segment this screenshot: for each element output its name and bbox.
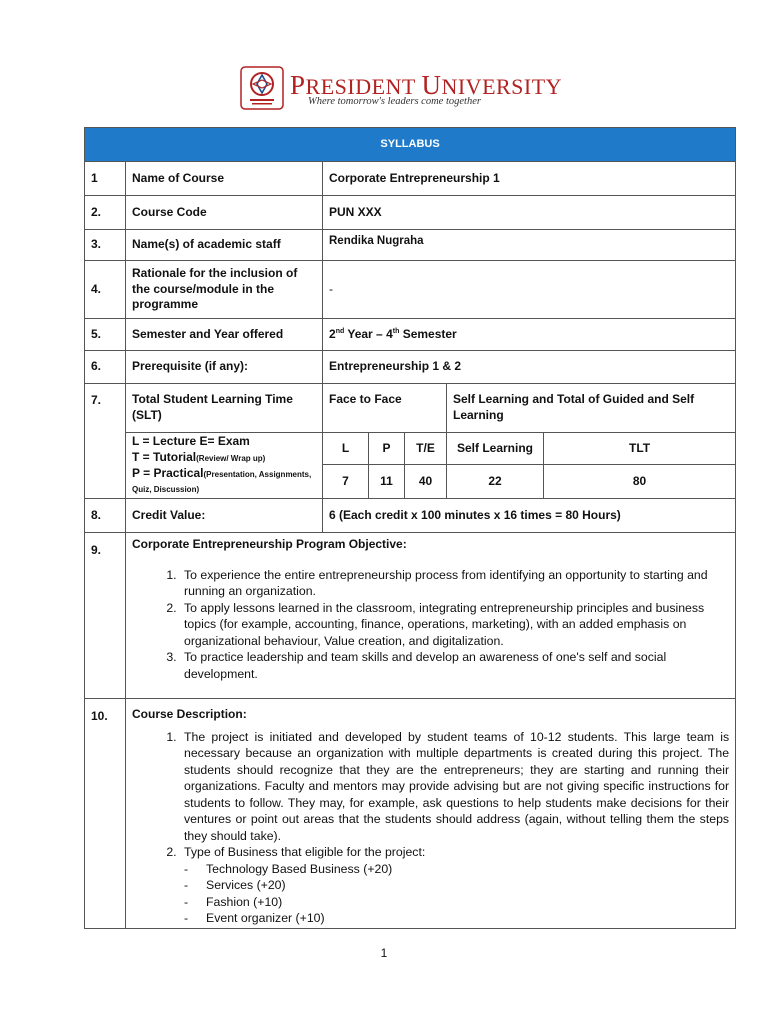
row-program-objective bbox=[85, 533, 736, 699]
row-slt-columns bbox=[85, 433, 736, 465]
row-number: 6. bbox=[85, 351, 126, 384]
description-cell bbox=[126, 699, 736, 929]
university-tagline: Where tomorrow's leaders come together bbox=[308, 96, 481, 107]
col-header-l: L bbox=[323, 433, 369, 465]
syllabus-title: SYLLABUS bbox=[85, 128, 736, 162]
row-academic-staff bbox=[85, 230, 736, 261]
slt-legend: L = Lecture E= Exam T = Tutorial(Review/ Wrap up) P = Practical(Presentation, Assignments, Quiz, Discussion) bbox=[126, 433, 323, 499]
value-tlt: 80 bbox=[544, 465, 736, 499]
row-value: 2nd Year – 4th Semester bbox=[323, 319, 736, 351]
col-header-p: P bbox=[369, 433, 405, 465]
col-header-te: T/E bbox=[405, 433, 447, 465]
row-number: 3. bbox=[85, 230, 126, 261]
value-te: 40 bbox=[405, 465, 447, 499]
row-label: Rationale for the inclusion of the course/module in the programme bbox=[126, 261, 323, 319]
self-learning-total-header: Self Learning and Total of Guided and Self Learning bbox=[447, 384, 736, 433]
row-label: Total Student Learning Time (SLT) bbox=[126, 384, 323, 433]
row-number: 8. bbox=[85, 499, 126, 533]
list-item: - Event organizer (+10) bbox=[184, 910, 729, 927]
business-type-list bbox=[184, 861, 729, 927]
list-item: 2. Type of Business that eligible for the project: - Technology Based Business (+20) - Services (+20) - Fashion (+10) - Event organizer (+10) bbox=[180, 844, 729, 927]
row-value: Rendika Nugraha bbox=[323, 230, 736, 261]
row-slt-header bbox=[85, 384, 736, 433]
university-logo bbox=[240, 66, 563, 110]
objective-title: Corporate Entrepreneurship Program Objective: bbox=[132, 537, 407, 551]
col-header-self-learning: Self Learning bbox=[447, 433, 544, 465]
row-number: 7. bbox=[85, 384, 126, 499]
row-value: Entrepreneurship 1 & 2 bbox=[323, 351, 736, 384]
row-number: 5. bbox=[85, 319, 126, 351]
list-item: - Fashion (+10) bbox=[184, 894, 729, 911]
list-item: 2. To apply lessons learned in the classroom, integrating entrepreneurship principles and business topics (for example, accounting, finance, operations, marketing), with an added emphasis on organizational behaviour, Value creation, and digitalization. bbox=[180, 600, 729, 650]
row-prerequisite bbox=[85, 351, 736, 384]
row-number: 2. bbox=[85, 196, 126, 230]
description-title: Course Description: bbox=[132, 707, 247, 721]
row-value: - bbox=[323, 261, 736, 319]
row-value: 6 (Each credit x 100 minutes x 16 times = 80 Hours) bbox=[323, 499, 736, 533]
col-header-tlt: TLT bbox=[544, 433, 736, 465]
row-label: Semester and Year offered bbox=[126, 319, 323, 351]
list-item: 3. To practice leadership and team skills and develop an awareness of one's self and social development. bbox=[180, 649, 729, 682]
list-item: 1. The project is initiated and developed by student teams of 10-12 students. This large team is necessary because an organization with multiple departments is created during this project. The students should recognize that they are the entrepreneurs; they are starting and running their organizations. Faculty and mentors may provide advising but are not giving specific instructions for students to follow. They may, for example, ask questions to help students make decisions for their ventures or point out areas that the students should address (again, without telling them the steps they should take). bbox=[180, 729, 729, 845]
row-label: Prerequisite (if any): bbox=[126, 351, 323, 384]
list-item: - Services (+20) bbox=[184, 877, 729, 894]
syllabus-header-row bbox=[85, 128, 736, 162]
row-number: 9. bbox=[85, 533, 126, 699]
objective-cell bbox=[126, 533, 736, 699]
syllabus-table bbox=[84, 127, 736, 929]
row-number: 10. bbox=[85, 699, 126, 929]
row-rationale bbox=[85, 261, 736, 319]
row-label: Course Code bbox=[126, 196, 323, 230]
value-self-learning: 22 bbox=[447, 465, 544, 499]
row-label: Credit Value: bbox=[126, 499, 323, 533]
row-value: PUN XXX bbox=[323, 196, 736, 230]
page-number: 1 bbox=[380, 946, 388, 960]
row-label: Name of Course bbox=[126, 162, 323, 196]
face-to-face-header: Face to Face bbox=[323, 384, 447, 433]
row-number: 1 bbox=[85, 162, 126, 196]
row-value: Corporate Entrepreneurship 1 bbox=[323, 162, 736, 196]
row-credit-value bbox=[85, 499, 736, 533]
row-course-description bbox=[85, 699, 736, 929]
value-p: 11 bbox=[369, 465, 405, 499]
row-number: 4. bbox=[85, 261, 126, 319]
list-item: 1. To experience the entire entrepreneurship process from identifying an opportunity to starting and running an organization. bbox=[180, 567, 729, 600]
row-course-code bbox=[85, 196, 736, 230]
row-course-name bbox=[85, 162, 736, 196]
university-emblem-icon bbox=[240, 66, 284, 110]
row-semester bbox=[85, 319, 736, 351]
list-item: - Technology Based Business (+20) bbox=[184, 861, 729, 878]
university-name: PRESIDENT UNIVERSITY bbox=[290, 70, 563, 100]
description-list bbox=[132, 729, 729, 927]
objective-list bbox=[132, 567, 729, 683]
row-label: Name(s) of academic staff bbox=[126, 230, 323, 261]
value-l: 7 bbox=[323, 465, 369, 499]
